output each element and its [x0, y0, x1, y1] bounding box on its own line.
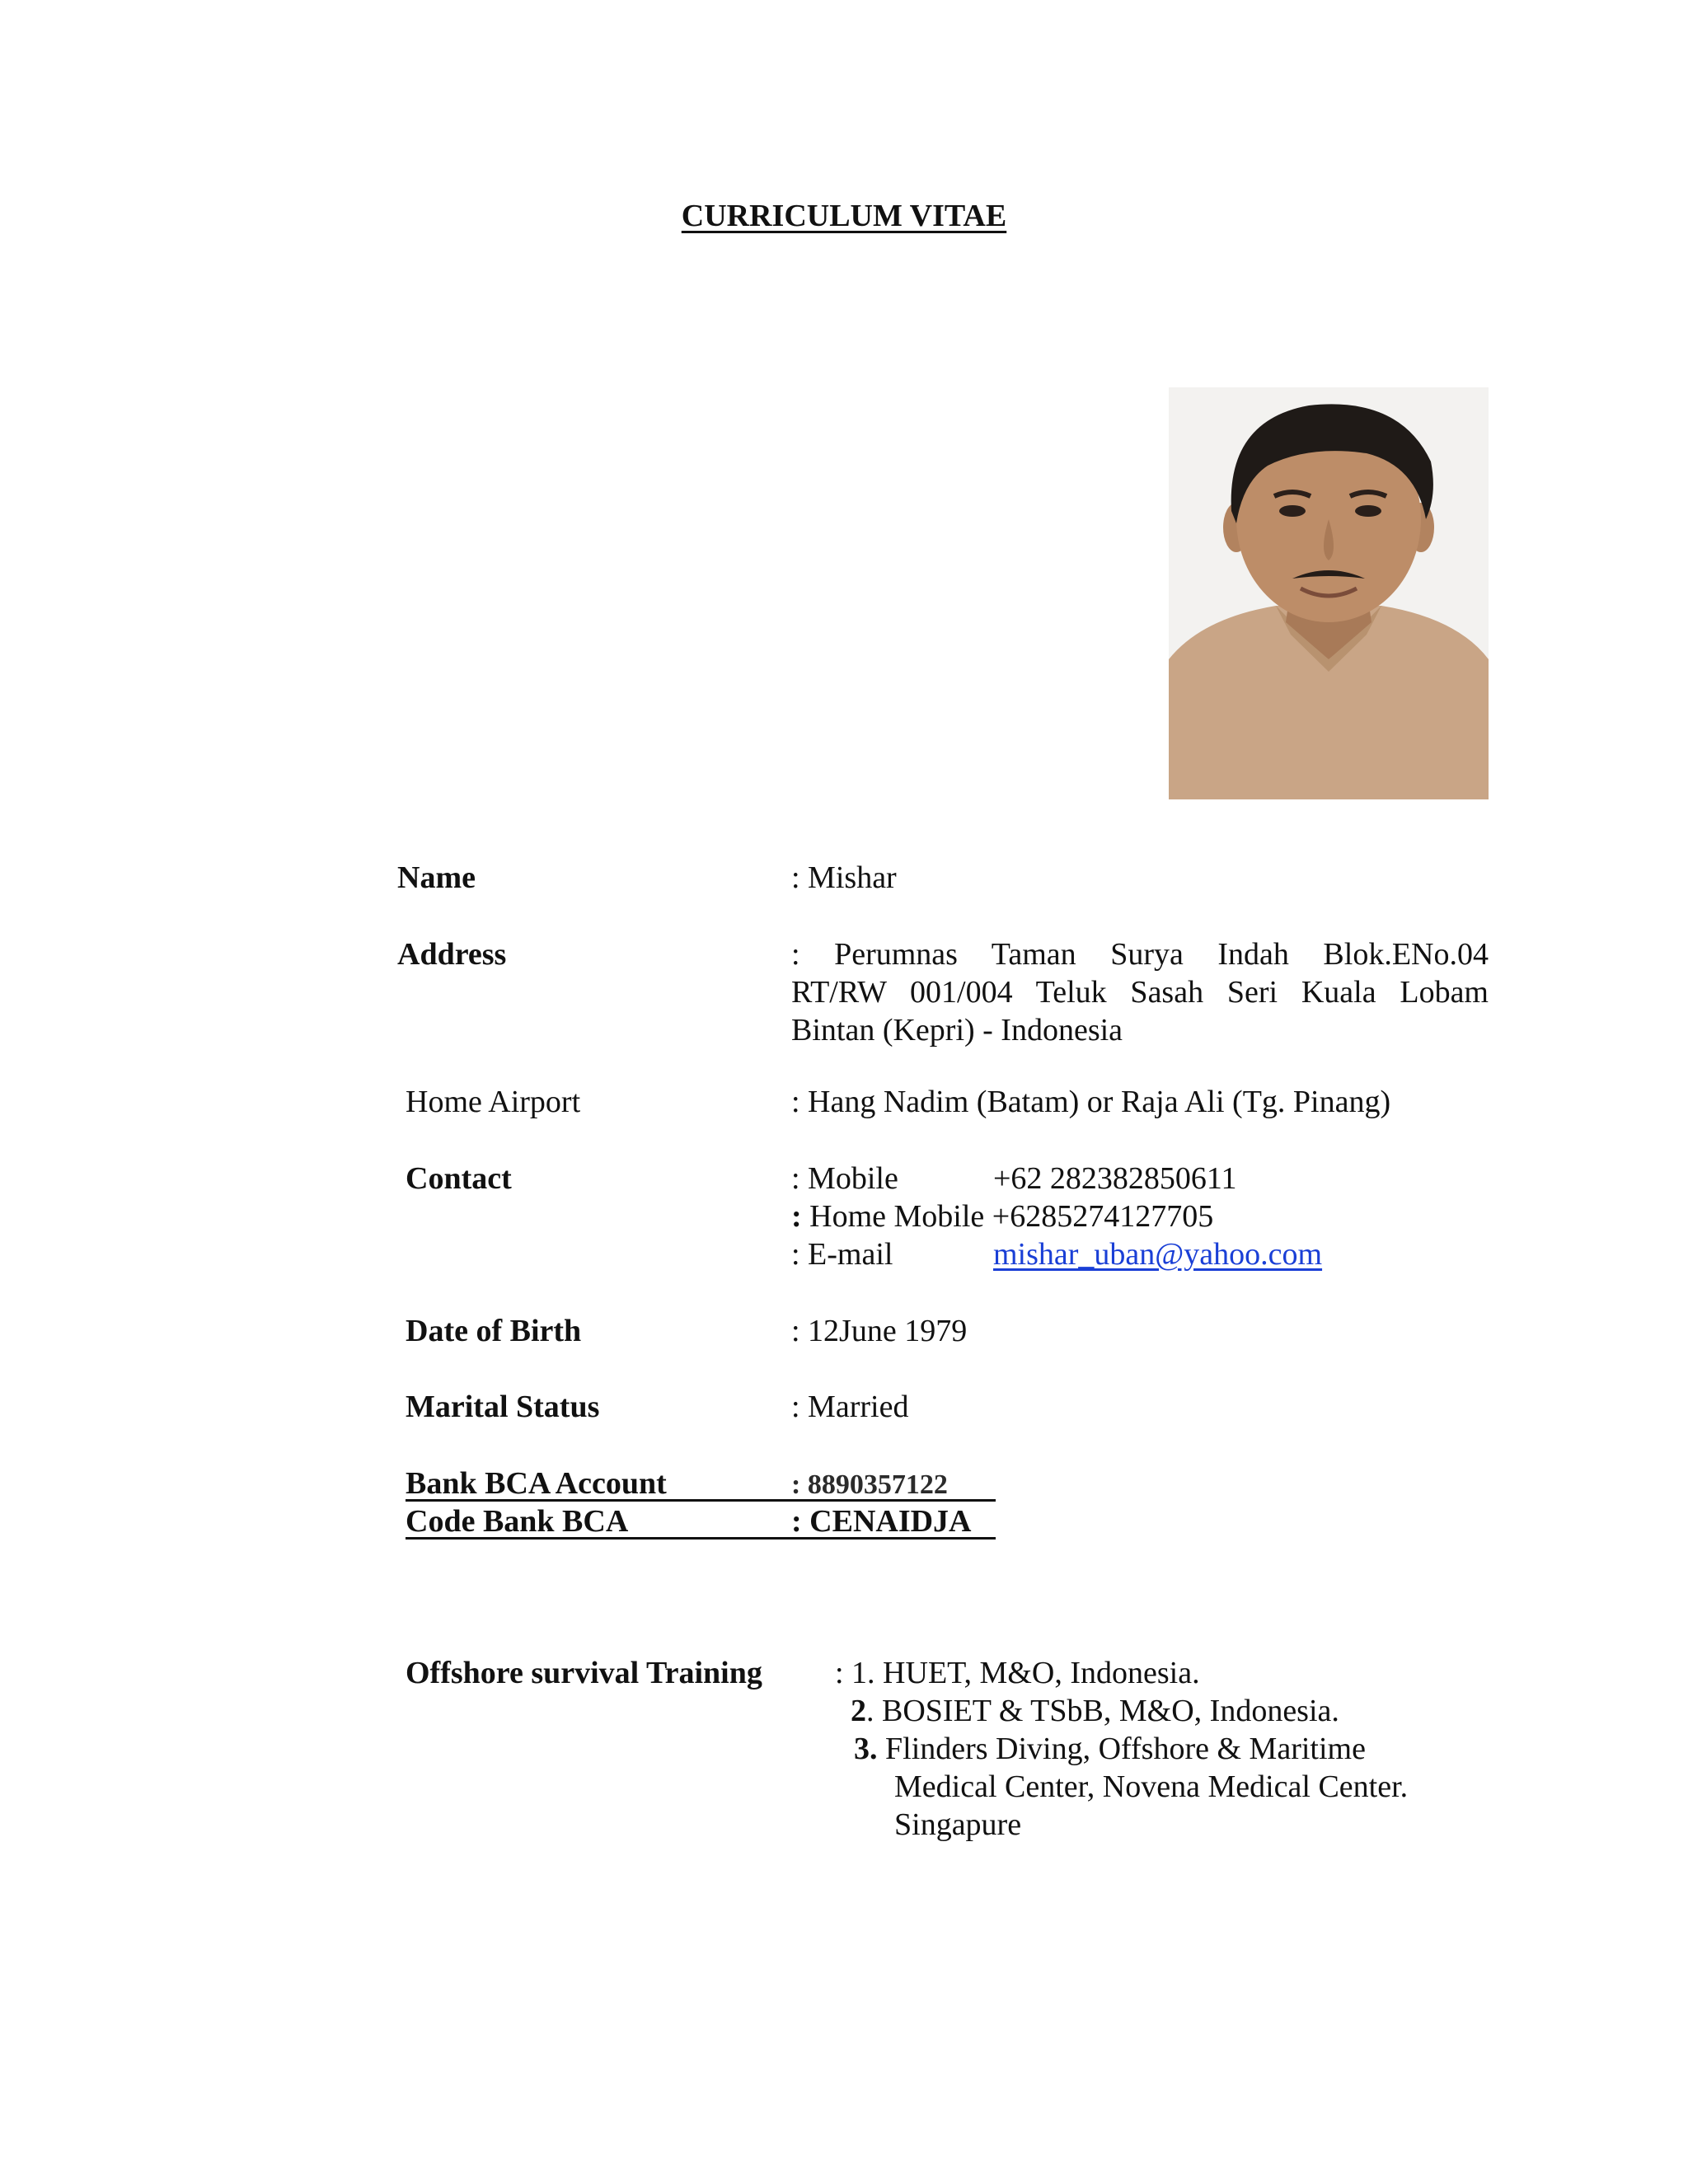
email-link[interactable]: mishar_uban@yahoo.com: [993, 1237, 1323, 1272]
mobile-value: +62 282382850611: [993, 1161, 1237, 1196]
name-value: : Mishar: [791, 860, 897, 895]
training-item-3-number: 3.: [854, 1732, 878, 1766]
training-item-3-line-3: Singapure: [894, 1807, 1022, 1842]
address-line-2: RT/RW 001/004 Teluk Sasah Seri Kuala Lobam: [791, 975, 1489, 1010]
training-item-3-line-2: Medical Center, Novena Medical Center.: [894, 1769, 1409, 1804]
home-airport-label: Home Airport: [406, 1085, 581, 1119]
address-line-1: : Perumnas Taman Surya Indah Blok.ENo.04: [791, 937, 1489, 972]
marital-label: Marital Status: [406, 1390, 600, 1424]
contact-label: Contact: [406, 1161, 512, 1196]
home-mobile-value: Home Mobile +6285274127705: [801, 1199, 1214, 1234]
bank-account-value: : 8890357122: [791, 1469, 948, 1500]
portrait-photo-icon: [1169, 387, 1489, 799]
training-item-2: [851, 1692, 1339, 1730]
name-label: Name: [397, 860, 476, 895]
training-item-1: : 1. HUET, M&O, Indonesia.: [835, 1656, 1200, 1690]
address-line-3: Bintan (Kepri) - Indonesia: [791, 1013, 1123, 1047]
dob-label: Date of Birth: [406, 1314, 582, 1348]
home-mobile-colon: :: [791, 1199, 802, 1234]
training-item-3-text: Flinders Diving, Offshore & Maritime: [877, 1732, 1366, 1766]
bank-code-value: : CENAIDJA: [791, 1504, 972, 1539]
dob-value: : 12June 1979: [791, 1314, 968, 1348]
email-prefix: : E-mail: [791, 1237, 893, 1272]
training-label: Offshore survival Training: [406, 1656, 762, 1690]
document-title: CURRICULUM VITAE: [681, 199, 1007, 233]
marital-value: : Married: [791, 1390, 909, 1424]
training-item-3: [854, 1730, 1366, 1768]
home-mobile-line: [791, 1197, 1213, 1235]
training-item-2-text: . BOSIET & TSbB, M&O, Indonesia.: [866, 1694, 1339, 1728]
bank-account-row: [406, 1465, 996, 1502]
address-label: Address: [397, 937, 507, 972]
mobile-prefix: : Mobile: [791, 1161, 898, 1196]
training-item-2-number: 2: [851, 1694, 866, 1728]
home-airport-value: : Hang Nadim (Batam) or Raja Ali (Tg. Pinang): [791, 1085, 1391, 1119]
address-value: [791, 935, 1489, 1049]
bank-code-row: [406, 1502, 996, 1540]
profile-photo: [1169, 387, 1489, 799]
bank-code-label: Code Bank BCA: [406, 1504, 629, 1539]
bank-account-label: Bank BCA Account: [406, 1466, 667, 1501]
